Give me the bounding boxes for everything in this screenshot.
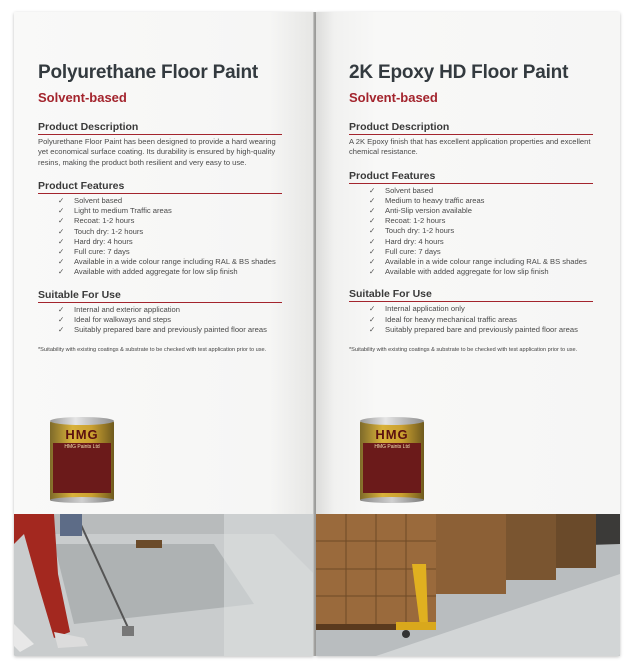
floor-painting-illustration (14, 514, 314, 656)
right-desc-heading: Product Description (349, 121, 593, 135)
right-description: A 2K Epoxy finish that has excellent application properties and excellent chemical resistance. (349, 137, 591, 157)
check-icon: ✓ (58, 304, 65, 314)
check-icon: ✓ (58, 236, 65, 246)
can-brand: HMG Paints Ltd (64, 444, 100, 450)
left-page (14, 12, 314, 656)
list-item: ✓ Full cure: 7 days (58, 246, 130, 256)
right-features-list (349, 186, 595, 278)
check-icon: ✓ (58, 195, 65, 205)
list-item: ✓ Anti-Slip version available (369, 206, 472, 215)
right-page (316, 12, 620, 656)
check-icon: ✓ (369, 206, 376, 215)
right-content (349, 62, 604, 354)
left-features-heading: Product Features (38, 180, 282, 194)
list-item: ✓ Suitably prepared bare and previously painted floor areas (369, 324, 578, 334)
brochure-spread (14, 12, 620, 656)
list-item: ✓ Touch dry: 1-2 hours (369, 226, 455, 236)
left-desc-heading: Product Description (38, 121, 282, 135)
list-item: ✓ Medium to heavy traffic areas (369, 195, 485, 205)
list-item: ✓ Solvent based (58, 195, 123, 205)
left-title: Polyurethane Floor Paint (38, 62, 259, 83)
list-item: ✓ Recoat: 1-2 hours (369, 216, 446, 226)
check-icon: ✓ (369, 195, 376, 205)
warehouse-illustration (316, 514, 620, 656)
check-icon: ✓ (58, 267, 65, 277)
check-icon: ✓ (58, 246, 65, 256)
check-icon: ✓ (58, 314, 65, 324)
list-item: ✓ Available with added aggregate for low slip finish (58, 267, 238, 277)
left-suitable-heading: Suitable For Use (38, 289, 282, 303)
right-subtitle: Solvent-based (349, 90, 438, 105)
list-item: ✓ Full cure: 7 days (369, 246, 441, 256)
check-icon: ✓ (58, 216, 65, 226)
list-item: ✓ Internal application only (369, 304, 465, 314)
check-icon: ✓ (369, 257, 376, 267)
list-item: ✓ Available in a wide colour range including RAL & BS shades (58, 257, 276, 267)
left-subtitle: Solvent-based (38, 90, 127, 105)
check-icon: ✓ (58, 226, 65, 236)
floor-painting-photo (14, 514, 314, 656)
check-icon: ✓ (369, 246, 376, 256)
paint-can-image (50, 417, 114, 503)
right-footnote: *Suitability with existing coatings & substrate to be checked with test application prior to use. (349, 347, 578, 354)
left-suitable-list (38, 305, 284, 336)
check-icon: ✓ (369, 314, 376, 324)
left-features-list (38, 196, 284, 278)
list-item: ✓ Hard dry: 4 hours (369, 236, 444, 246)
list-item: ✓ Solvent based (369, 185, 434, 195)
list-item: ✓ Touch dry: 1-2 hours (58, 226, 144, 236)
can-logo: HMG (375, 427, 409, 442)
list-item: ✓ Ideal for walkways and steps (58, 314, 172, 324)
check-icon: ✓ (369, 236, 376, 246)
can-logo: HMG (65, 427, 99, 442)
list-item: ✓ Available in a wide colour range including RAL & BS shades (369, 257, 587, 267)
right-title: 2K Epoxy HD Floor Paint (349, 62, 569, 83)
list-item: ✓ Light to medium Traffic areas (58, 206, 172, 216)
left-content (38, 62, 298, 354)
list-item: ✓ Available with added aggregate for low slip finish (369, 267, 549, 277)
check-icon: ✓ (58, 206, 65, 216)
right-suitable-list (349, 304, 595, 335)
list-item: ✓ Ideal for heavy mechanical traffic areas (369, 314, 517, 324)
check-icon: ✓ (369, 324, 376, 334)
list-item: ✓ Hard dry: 4 hours (58, 236, 133, 246)
check-icon: ✓ (369, 226, 376, 236)
list-item: ✓ Recoat: 1-2 hours (58, 216, 135, 226)
left-footnote: *Suitability with existing coatings & substrate to be checked with test application prior to use. (38, 347, 267, 354)
check-icon: ✓ (369, 304, 376, 314)
left-description: Polyurethane Floor Paint has been designed to provide a hard wearing yet economical surface coating. Its durability is ensured by high-quality resins, making the product both resilient and very easy to use. (38, 137, 276, 167)
right-features-heading: Product Features (349, 170, 593, 184)
check-icon: ✓ (58, 324, 65, 334)
can-brand: HMG Paints Ltd (374, 444, 410, 450)
check-icon: ✓ (369, 185, 376, 195)
list-item: ✓ Suitably prepared bare and previously painted floor areas (58, 324, 267, 334)
check-icon: ✓ (369, 267, 376, 277)
right-suitable-heading: Suitable For Use (349, 288, 593, 302)
warehouse-photo (316, 514, 620, 656)
paint-can-image (360, 417, 424, 503)
check-icon: ✓ (369, 216, 376, 226)
list-item: ✓ Internal and exterior application (58, 304, 180, 314)
check-icon: ✓ (58, 257, 65, 267)
